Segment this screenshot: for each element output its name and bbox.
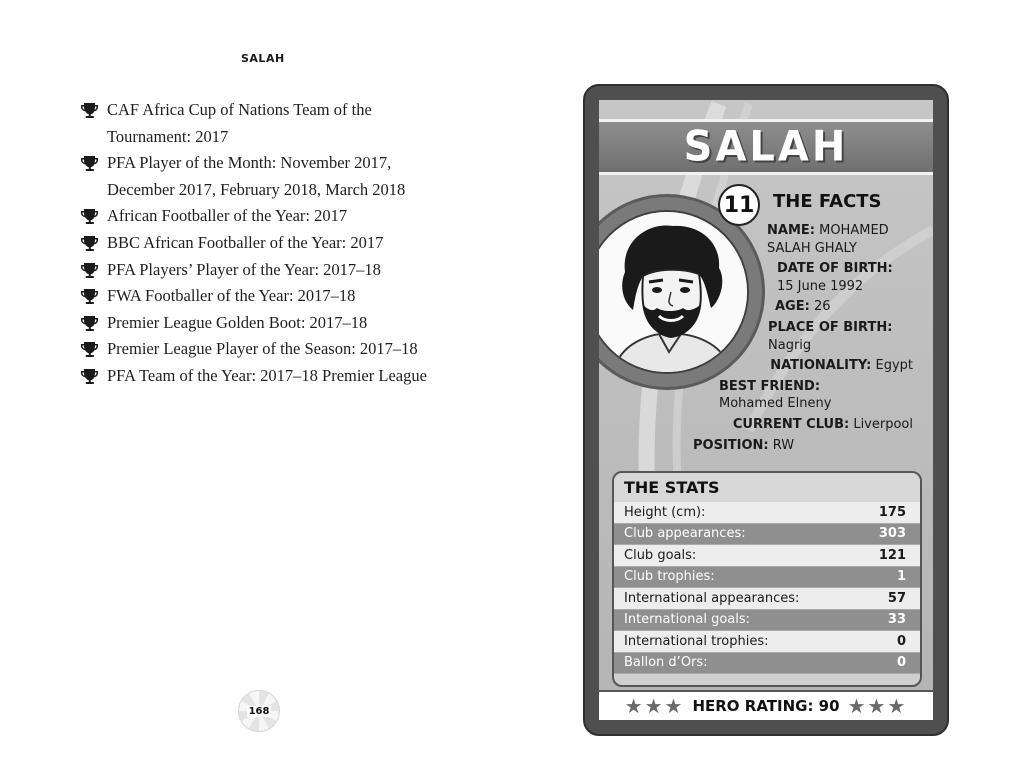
honour-line-1: Premier League Player of the Season: 2017–18: [107, 339, 418, 359]
honour-line-1: PFA Players’ Player of the Year: 2017–18: [107, 259, 381, 279]
stat-value: 1: [896, 569, 906, 585]
stat-label: Club goals:: [624, 547, 697, 563]
stat-value: 0: [896, 655, 906, 671]
stat-row: [614, 545, 920, 567]
stat-value: 0: [896, 633, 906, 649]
trophy-icon: [81, 208, 98, 226]
fact-value: Nagrig: [768, 337, 812, 353]
trophy-icon: [81, 368, 98, 386]
trophy-icon: [81, 155, 98, 173]
honour-line-2: December 2017, February 2018, March 2018: [107, 179, 406, 199]
stat-label: International appearances:: [624, 590, 800, 606]
honour-line-1: Premier League Golden Boot: 2017–18: [107, 312, 368, 332]
stat-value: 121: [878, 547, 906, 563]
fact-value: 15 June 1992: [777, 278, 864, 294]
fact-date-of-birth: [633, 260, 913, 295]
list-item: [80, 310, 530, 337]
star-icon: ★★★: [624, 694, 685, 718]
fact-name: [633, 222, 913, 257]
list-item: [80, 203, 530, 230]
list-item: [80, 363, 530, 390]
fact-label: PLACE OF BIRTH:: [768, 320, 893, 336]
stat-value: 303: [878, 526, 906, 542]
hero-rating-bar: [599, 690, 933, 720]
fact-position: [633, 437, 913, 455]
stat-row: [614, 631, 920, 653]
fact-label: BEST FRIEND:: [719, 378, 821, 394]
stat-row: [614, 567, 920, 589]
page-number-label: 168: [248, 705, 270, 717]
fact-value: Mohamed Elneny: [719, 396, 832, 412]
fact-label: NAME:: [767, 223, 815, 238]
fact-value: 26: [813, 299, 831, 315]
list-item: [80, 97, 530, 150]
trophy-icon: [81, 315, 98, 333]
card-player-name: SALAH: [683, 122, 849, 172]
honour-line-1: PFA Player of the Month: November 2017,: [107, 153, 392, 173]
list-item: [80, 230, 530, 257]
stats-heading: THE STATS: [614, 473, 920, 502]
stats-panel: [612, 471, 922, 687]
card-body: [599, 100, 933, 720]
honour-line-1: African Footballer of the Year: 2017: [107, 206, 348, 226]
stat-value: 57: [887, 590, 906, 606]
stat-label: International trophies:: [624, 633, 769, 649]
honour-line-1: BBC African Footballer of the Year: 2017: [107, 232, 384, 252]
star-icon: ★★★: [847, 694, 908, 718]
honour-line-1: PFA Team of the Year: 2017–18 Premier League: [107, 365, 427, 385]
stat-value: 175: [878, 504, 906, 520]
honour-line-2: Tournament: 2017: [107, 126, 229, 146]
fact-value: Liverpool: [853, 417, 913, 433]
trophy-icon: [81, 102, 98, 120]
running-head: SALAH: [241, 52, 285, 65]
stat-label: Club appearances:: [624, 526, 746, 542]
trophy-icon: [81, 341, 98, 359]
list-item: [80, 283, 530, 310]
stat-row: [614, 610, 920, 632]
stat-label: Height (cm):: [624, 504, 706, 520]
stat-label: Club trophies:: [624, 569, 715, 585]
shirt-number-badge: 11: [718, 184, 760, 226]
stat-label: International goals:: [624, 612, 751, 628]
fact-label: POSITION:: [693, 437, 769, 453]
stat-row: [614, 524, 920, 546]
stat-label: Ballon d’Ors:: [624, 655, 708, 671]
hero-rating: HERO RATING: 90: [692, 697, 840, 715]
page-number: [238, 690, 280, 732]
fact-age: [633, 298, 913, 316]
list-item: [80, 257, 530, 284]
facts-heading: THE FACTS: [773, 191, 882, 212]
fact-current-club: [633, 416, 913, 434]
honour-line-1: CAF Africa Cup of Nations Team of the: [107, 100, 372, 119]
stat-value: 33: [887, 612, 906, 628]
fact-value: MOHAMED: [819, 223, 889, 238]
fact-place-of-birth: [633, 319, 913, 354]
fact-label: NATIONALITY:: [770, 358, 872, 374]
list-item: [80, 336, 530, 363]
fact-nationality: [633, 357, 913, 375]
facts-section: [633, 222, 913, 458]
player-card: [583, 84, 949, 736]
honour-line-1: FWA Footballer of the Year: 2017–18: [107, 286, 356, 306]
fact-value: Egypt: [875, 358, 913, 374]
trophy-icon: [81, 235, 98, 253]
fact-label: AGE:: [775, 299, 810, 315]
trophy-icon: [81, 262, 98, 280]
trophy-icon: [81, 288, 98, 306]
fact-label: DATE OF BIRTH:: [777, 261, 893, 277]
fact-value: RW: [772, 437, 795, 453]
honours-list: [80, 97, 530, 390]
fact-value: SALAH GHALY: [767, 240, 857, 256]
card-title-band: [599, 119, 933, 175]
stat-row: [614, 653, 920, 675]
fact-best-friend: [633, 378, 913, 413]
fact-label: CURRENT CLUB:: [732, 417, 850, 433]
stat-row: [614, 502, 920, 524]
list-item: [80, 150, 530, 203]
stat-row: [614, 588, 920, 610]
